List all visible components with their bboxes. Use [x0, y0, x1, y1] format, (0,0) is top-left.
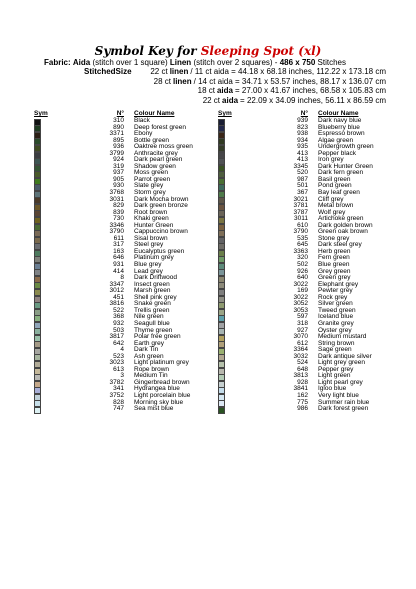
colour-name: Medium mustard [318, 333, 367, 341]
colour-name: Fern green [318, 254, 350, 262]
thread-number: 987 [297, 175, 308, 183]
thread-number: 775 [297, 398, 308, 406]
thread-number: 646 [113, 254, 124, 262]
stitch-count-unit: Stitches [317, 58, 346, 67]
thread-number: 938 [297, 130, 308, 138]
colour-name: Igloo blue [318, 385, 347, 393]
thread-number: 926 [297, 267, 308, 275]
colour-name: Black [134, 117, 150, 124]
thread-number: 413 [297, 156, 308, 164]
size-count: 22 ct [202, 95, 221, 105]
colour-name: Ash green [134, 352, 164, 360]
colour-name: Very light blue [318, 391, 359, 399]
colour-name: Light porcelain blue [134, 391, 191, 399]
colour-name: Blue green [318, 261, 350, 269]
thread-number: 320 [297, 254, 308, 262]
thread-number: 3813 [293, 372, 308, 380]
colour-name: Sage green [318, 346, 352, 354]
colour-name: Elephant grey [318, 280, 359, 288]
thread-number: 611 [113, 234, 124, 242]
thread-number: 367 [297, 189, 308, 197]
colour-name: Sisal brown [134, 234, 168, 242]
stitch-count: 486 x 750 [279, 58, 316, 67]
colour-name: Dark golden brown [318, 221, 373, 229]
colour-name: Oyster grey [318, 326, 352, 334]
colour-name: Rope brown [134, 365, 170, 373]
colour-name: Gingerbread brown [134, 378, 190, 386]
thread-number: 895 [113, 136, 124, 144]
thread-number: 310 [113, 117, 124, 124]
fabric-linen: Linen [169, 58, 192, 67]
thread-number: 3 [120, 372, 124, 380]
stitched-size-row [0, 96, 386, 106]
colour-name: Metal brown [318, 202, 354, 210]
thread-number: 986 [297, 405, 308, 413]
colour-name: Iceland blue [318, 313, 354, 321]
thread-number: 823 [297, 123, 308, 131]
thread-number: 928 [297, 378, 308, 386]
colour-name: Trellis green [134, 306, 170, 314]
symbol-key-table-right [218, 110, 398, 413]
colour-name: Light grey green [318, 359, 365, 367]
thread-number: 640 [297, 274, 308, 282]
colour-name: Deep forest green [134, 123, 187, 131]
colour-name: Steel grey [134, 241, 164, 249]
thread-number: 3023 [109, 359, 124, 367]
symbol-cell [34, 406, 66, 413]
colour-name: Dark steel grey [318, 241, 362, 249]
colour-name: Dark pearl green [134, 156, 183, 164]
colour-name: Parrot green [134, 175, 171, 183]
colour-name: Granite grey [318, 319, 354, 327]
colour-name: Lead grey [134, 267, 163, 275]
fabric-line [44, 58, 346, 67]
thread-number: 413 [297, 149, 308, 157]
table-header [218, 110, 398, 118]
colour-name: Cappuccino brown [134, 228, 188, 236]
size-dimensions: / 11 ct aida = 44.18 x 68.18 inches, 112.22 x 173.18 cm [190, 67, 386, 76]
thread-number: 613 [113, 365, 124, 373]
colour-name: Anthracite grey [134, 149, 178, 157]
colour-name: Blueberry blue [318, 123, 360, 131]
thread-number: 3817 [109, 333, 124, 341]
thread-number: 730 [113, 215, 124, 223]
thread-number: 828 [113, 398, 124, 406]
colour-swatch [34, 407, 41, 414]
thread-number: 3363 [293, 247, 308, 255]
thread-number: 932 [113, 319, 124, 327]
thread-number: 610 [297, 221, 308, 229]
colour-name: Slate grey [134, 182, 164, 190]
colour-name: Ebony [134, 130, 153, 138]
pattern-name: Sleeping Spot (xl) [200, 44, 322, 58]
colour-name: Light platinum grey [134, 359, 189, 367]
thread-number: 503 [113, 326, 124, 334]
fabric-label: Fabric: [44, 58, 71, 67]
thread-number: 341 [113, 385, 124, 393]
thread-number: 937 [113, 169, 124, 177]
thread-number: 839 [113, 208, 124, 216]
colour-name: Wolf grey [318, 208, 346, 216]
colour-name: Dark antique silver [318, 352, 372, 360]
size-dimensions: = 27.00 x 41.67 inches, 68.58 x 105.83 cm [235, 86, 386, 95]
thread-number: 368 [113, 313, 124, 321]
colour-name: Green oak brown [318, 228, 368, 236]
thread-number: 3052 [293, 300, 308, 308]
colour-name: Bay leaf green [318, 189, 360, 197]
colour-name: Basil green [318, 175, 351, 183]
thread-number: 642 [113, 339, 124, 347]
colour-name: Dark navy blue [318, 117, 362, 124]
colour-name: Pepper grey [318, 365, 354, 373]
colour-name: Khaki green [134, 215, 169, 223]
thread-number: 747 [113, 405, 124, 413]
thread-number: 3782 [109, 378, 124, 386]
thread-number: 169 [297, 287, 308, 295]
colour-name: Sea mist blue [134, 405, 174, 413]
symbol-key-table-left [34, 110, 214, 413]
stitched-size-row [0, 86, 386, 96]
colour-name: Dark green bronze [134, 202, 188, 210]
thread-number: 939 [297, 117, 308, 124]
thread-number: 451 [113, 293, 124, 301]
table-header [34, 110, 214, 118]
header-sym: Sym [34, 110, 48, 117]
colour-name: Seagull blue [134, 319, 170, 327]
colour-name: Undergrowth green [318, 143, 374, 151]
colour-name: Green grey [318, 274, 351, 282]
thread-number: 163 [113, 247, 124, 255]
colour-name: Eucalyptus green [134, 247, 185, 255]
colour-name: Light pearl grey [318, 378, 363, 386]
colour-name: Dark Hunter Green [318, 162, 373, 170]
thread-number: 3787 [293, 208, 308, 216]
colour-name: Summer rain blue [318, 398, 370, 406]
colour-name: Platinum grey [134, 254, 174, 262]
title-prefix: Symbol Key for [94, 44, 197, 58]
thread-number: 3021 [293, 195, 308, 203]
thread-number: 936 [113, 143, 124, 151]
fabric-aida: Aida [72, 58, 91, 67]
thread-number: 905 [113, 175, 124, 183]
size-fabric: linen [172, 76, 192, 86]
stitched-size-row [0, 77, 386, 87]
size-count: 18 ct [197, 86, 215, 95]
thread-number: 535 [297, 234, 308, 242]
fabric-aida-note: (stitch over 1 square) [92, 58, 168, 67]
table-row [34, 406, 214, 413]
colour-name: Storm grey [134, 189, 166, 197]
colour-name: Medium Tin [134, 372, 168, 380]
thread-number: 3790 [293, 228, 308, 236]
thread-number: 317 [113, 241, 124, 249]
header-colour-name: Colour Name [134, 110, 175, 117]
size-count: 28 ct [153, 76, 171, 86]
size-fabric: aida [216, 86, 233, 95]
colour-name: Moss green [134, 169, 168, 177]
thread-number: 935 [297, 143, 308, 151]
thread-number: 3053 [293, 306, 308, 314]
colour-name: Grey green [318, 267, 351, 275]
thread-number: 524 [297, 359, 308, 367]
thread-number: 3768 [109, 189, 124, 197]
thread-number: 414 [113, 267, 124, 275]
colour-name: Dark Mocha brown [134, 195, 189, 203]
symbol-cell [218, 406, 250, 413]
size-fabric: linen [169, 67, 189, 76]
size-count: 22 ct [150, 67, 168, 76]
thread-number: 3371 [109, 130, 124, 138]
colour-name: Tweed green [318, 306, 356, 314]
size-fabric: aida [222, 95, 239, 105]
stitched-size-row [0, 67, 386, 77]
thread-number: 931 [113, 261, 124, 269]
thread-number: 319 [113, 162, 124, 170]
colour-name: Earth grey [134, 339, 164, 347]
thread-number: 3011 [294, 215, 308, 223]
colour-name: Root brown [134, 208, 168, 216]
thread-number: 3070 [293, 333, 308, 341]
thread-number: 3781 [293, 202, 308, 210]
thread-number: 3022 [293, 280, 308, 288]
thread-number: 4 [120, 346, 124, 354]
colour-name: Silver green [318, 300, 353, 308]
thread-number: 597 [297, 313, 308, 321]
thread-number: 3799 [109, 149, 124, 157]
thread-number: 3790 [109, 228, 124, 236]
colour-name: Dark Tin [134, 346, 159, 354]
thread-number: 162 [297, 391, 308, 399]
thread-number: 520 [297, 169, 308, 177]
thread-number: 648 [297, 365, 308, 373]
stitched-size-block [0, 67, 386, 105]
size-dimensions: / 14 ct aida = 34.71 x 53.57 inches, 88.17 x 136.07 cm [193, 76, 386, 86]
colour-name: Hunter Green [134, 221, 174, 229]
colour-name: Iron grey [318, 156, 344, 164]
thread-number: 3022 [293, 293, 308, 301]
thread-number: 934 [297, 136, 308, 144]
thread-number: 3752 [109, 391, 124, 399]
fabric-linen-note: (stitch over 2 squares) - [193, 58, 278, 67]
colour-name: Pond green [318, 182, 352, 190]
thread-number: 522 [113, 306, 124, 314]
colour-name: Rock grey [318, 293, 348, 301]
colour-name: Oaktree moss green [134, 143, 193, 151]
table-row [218, 406, 398, 413]
thread-number: 3345 [293, 162, 308, 170]
colour-name: Blue grey [134, 261, 162, 269]
thread-number: 501 [297, 182, 308, 190]
thread-number: 890 [113, 123, 124, 131]
header-colour-name: Colour Name [318, 110, 359, 117]
thread-number: 3032 [293, 352, 308, 360]
colour-name: Insect green [134, 280, 170, 288]
colour-name: Pewter grey [318, 287, 353, 295]
thread-number: 3012 [109, 287, 124, 295]
thread-number: 3816 [109, 300, 124, 308]
thread-number: 927 [297, 326, 308, 334]
thread-number: 318 [297, 319, 308, 327]
page-title [0, 44, 416, 58]
size-dimensions: = 22.09 x 34.09 inches, 56.11 x 86.59 cm [240, 95, 386, 105]
thread-number: 612 [297, 339, 308, 347]
thread-number: 930 [113, 182, 124, 190]
colour-name: Dark forest green [318, 405, 369, 413]
colour-name: Light green [318, 372, 351, 380]
colour-name: Stone grey [318, 234, 350, 242]
thread-number: 829 [113, 202, 124, 210]
colour-name: Algae green [318, 136, 354, 144]
colour-name: Dark fern green [318, 169, 364, 177]
colour-name: Thyme green [134, 326, 173, 334]
colour-name: String brown [318, 339, 355, 347]
thread-number: 502 [297, 261, 308, 269]
stitched-size-label: StitchedSize [84, 67, 132, 76]
colour-name: Hydrangea blue [134, 385, 180, 393]
thread-number: 3347 [109, 280, 124, 288]
colour-name: Herb green [318, 247, 351, 255]
colour-name: Snake green [134, 300, 171, 308]
colour-name: Bottle green [134, 136, 170, 144]
thread-number: 8 [120, 274, 124, 282]
colour-name: Morning sky blue [134, 398, 184, 406]
header-sym: Sym [218, 110, 232, 117]
colour-name: Artichoke green [318, 215, 364, 223]
thread-number: 523 [113, 352, 124, 360]
colour-name: Espresso brown [318, 130, 365, 138]
colour-name: Pepper black [318, 149, 356, 157]
thread-number: 3364 [293, 346, 308, 354]
colour-name: Dark Driftwood [134, 274, 177, 282]
thread-number: 3346 [109, 221, 124, 229]
header-number: N° [300, 110, 308, 117]
colour-name: Shadow green [134, 162, 176, 170]
colour-name: Cliff grey [318, 195, 344, 203]
thread-number: 645 [297, 241, 308, 249]
thread-number: 3841 [293, 385, 308, 393]
header-number: N° [116, 110, 124, 117]
thread-number: 3031 [109, 195, 124, 203]
colour-name: Polar free green [134, 333, 181, 341]
colour-name: Nile green [134, 313, 164, 321]
colour-swatch [218, 407, 225, 414]
colour-name: Marsh green [134, 287, 171, 295]
colour-name: Shell pink grey [134, 293, 177, 301]
thread-number: 924 [113, 156, 124, 164]
